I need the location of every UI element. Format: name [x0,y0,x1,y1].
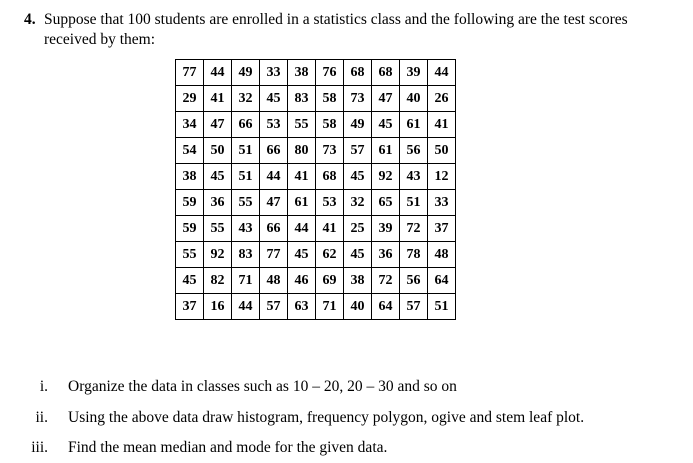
table-cell: 83 [288,86,316,112]
table-cell: 32 [344,190,372,216]
table-cell: 38 [288,60,316,86]
table-cell: 68 [316,164,344,190]
table-cell: 34 [176,112,204,138]
question-number: 4. [24,11,36,28]
table-cell: 92 [204,242,232,268]
table-cell: 55 [232,190,260,216]
table-cell: 45 [344,242,372,268]
table-cell: 58 [316,112,344,138]
table-row [176,242,456,268]
table-cell: 29 [176,86,204,112]
scores-table [175,59,456,320]
table-cell: 66 [260,138,288,164]
task-numeral: iii. [31,439,48,456]
table-cell: 72 [400,216,428,242]
table-cell: 51 [400,190,428,216]
table-cell: 50 [428,138,456,164]
table-cell: 66 [260,216,288,242]
table-cell: 82 [204,268,232,294]
table-cell: 45 [372,112,400,138]
table-cell: 45 [344,164,372,190]
table-cell: 39 [400,60,428,86]
table-cell: 59 [176,190,204,216]
table-cell: 56 [400,268,428,294]
task-numeral: i. [39,378,48,395]
table-cell: 49 [344,112,372,138]
table-cell: 71 [316,294,344,320]
table-cell: 45 [260,86,288,112]
table-cell: 51 [428,294,456,320]
table-cell: 41 [428,112,456,138]
table-cell: 73 [316,138,344,164]
task-item-3 [0,439,693,459]
table-cell: 76 [316,60,344,86]
table-cell: 37 [428,216,456,242]
table-cell: 41 [316,216,344,242]
table-cell: 36 [204,190,232,216]
table-cell: 26 [428,86,456,112]
table-row [176,268,456,294]
table-cell: 58 [316,86,344,112]
table-cell: 61 [372,138,400,164]
table-cell: 32 [232,86,260,112]
table-cell: 53 [316,190,344,216]
question-text: Suppose that 100 students are enrolled in a statistics class and the following are the test scores received by them: [44,11,628,48]
table-cell: 51 [232,164,260,190]
table-cell: 55 [176,242,204,268]
table-row [176,86,456,112]
task-text: Find the mean median and mode for the given data. [68,439,388,456]
table-row [176,216,456,242]
table-cell: 71 [232,268,260,294]
table-row [176,164,456,190]
table-cell: 62 [316,242,344,268]
table-cell: 63 [288,294,316,320]
table-row [176,138,456,164]
table-cell: 57 [400,294,428,320]
table-cell: 33 [260,60,288,86]
table-row [176,60,456,86]
table-cell: 77 [260,242,288,268]
table-cell: 68 [344,60,372,86]
table-cell: 57 [344,138,372,164]
table-cell: 40 [344,294,372,320]
table-cell: 92 [372,164,400,190]
table-cell: 73 [344,86,372,112]
table-cell: 55 [204,216,232,242]
table-cell: 49 [232,60,260,86]
table-cell: 33 [428,190,456,216]
table-cell: 54 [176,138,204,164]
task-item-2 [0,409,693,429]
table-cell: 64 [372,294,400,320]
table-cell: 48 [428,242,456,268]
table-cell: 43 [232,216,260,242]
table-cell: 50 [204,138,232,164]
table-cell: 38 [344,268,372,294]
table-cell: 44 [260,164,288,190]
table-cell: 51 [232,138,260,164]
task-text: Organize the data in classes such as 10 – 20, 20 – 30 and so on [68,378,457,395]
table-cell: 44 [204,60,232,86]
table-cell: 72 [372,268,400,294]
table-cell: 53 [260,112,288,138]
table-cell: 61 [288,190,316,216]
table-cell: 55 [288,112,316,138]
table-row [176,112,456,138]
table-cell: 43 [400,164,428,190]
table-cell: 83 [232,242,260,268]
table-cell: 16 [204,294,232,320]
table-row [176,190,456,216]
table-cell: 66 [232,112,260,138]
table-cell: 69 [316,268,344,294]
table-row [176,294,456,320]
table-cell: 44 [428,60,456,86]
table-cell: 44 [232,294,260,320]
table-cell: 59 [176,216,204,242]
table-cell: 38 [176,164,204,190]
task-text: Using the above data draw histogram, frequency polygon, ogive and stem leaf plot. [68,409,585,426]
table-cell: 12 [428,164,456,190]
table-cell: 45 [204,164,232,190]
table-cell: 61 [400,112,428,138]
table-cell: 37 [176,294,204,320]
table-cell: 46 [288,268,316,294]
table-cell: 47 [372,86,400,112]
table-cell: 65 [372,190,400,216]
table-cell: 78 [400,242,428,268]
table-cell: 44 [288,216,316,242]
table-cell: 80 [288,138,316,164]
table-cell: 56 [400,138,428,164]
table-cell: 48 [260,268,288,294]
table-cell: 39 [372,216,400,242]
table-cell: 41 [204,86,232,112]
table-cell: 41 [288,164,316,190]
table-cell: 47 [260,190,288,216]
table-cell: 36 [372,242,400,268]
task-numeral: ii. [35,409,48,426]
table-cell: 40 [400,86,428,112]
table-cell: 45 [288,242,316,268]
table-cell: 47 [204,112,232,138]
task-item-1 [0,378,693,398]
table-cell: 57 [260,294,288,320]
table-cell: 77 [176,60,204,86]
table-cell: 64 [428,268,456,294]
table-cell: 25 [344,216,372,242]
table-cell: 45 [176,268,204,294]
table-cell: 68 [372,60,400,86]
